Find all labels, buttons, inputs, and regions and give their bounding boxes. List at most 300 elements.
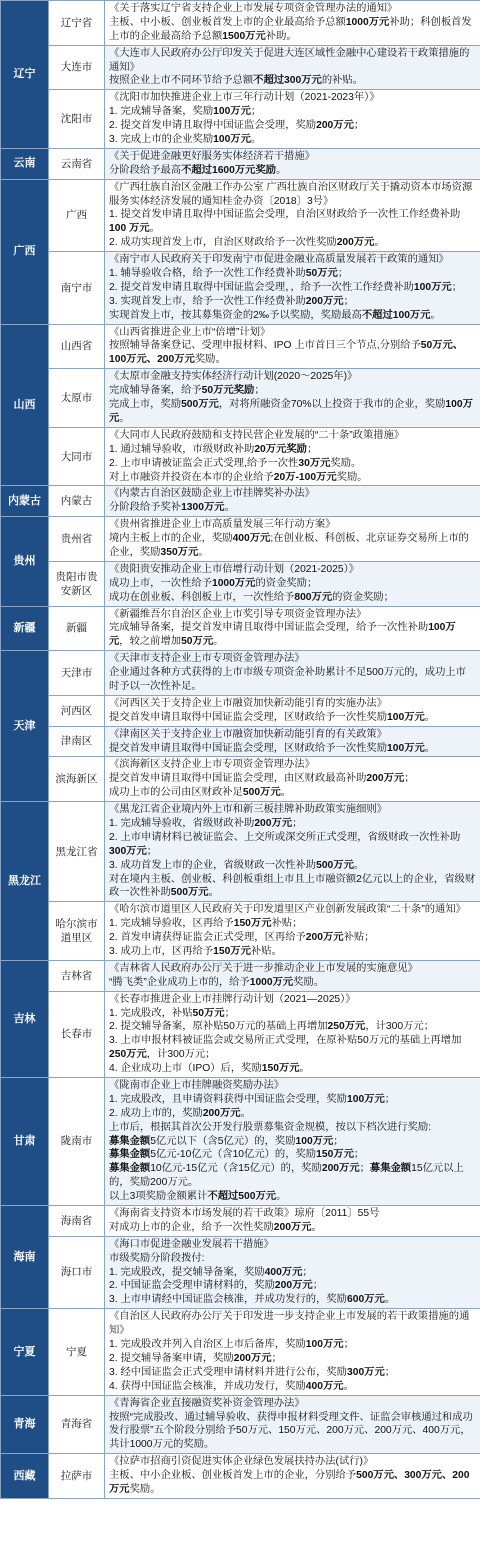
- table-row: [1, 1454, 480, 1499]
- policy-detail-cell: [105, 517, 480, 562]
- policy-text: 按照企业上市不同环节给予总额: [109, 75, 254, 87]
- table-row: [1, 1206, 480, 1237]
- policy-text: 1. 提交首发申请且取得中国证监会受理，自治区财政给予一次性工作经费补助: [109, 209, 461, 221]
- policy-clause: [109, 1366, 476, 1380]
- policy-title: [109, 181, 476, 209]
- policy-text: 《沈阳市加快推进企业上市三年行动计划（2021-2023年）》: [109, 92, 380, 104]
- policy-clause: [109, 267, 476, 281]
- policy-amount: 募集金额: [109, 1149, 151, 1161]
- table-row: [1, 695, 480, 726]
- policy-text: 《南宁市人民政府关于印发南宁市促进金融业高质量发展若干政策的通知》: [109, 254, 449, 266]
- policy-amount: 不超过500万元: [207, 1191, 277, 1203]
- policy-amount: 1000万元: [249, 976, 294, 988]
- policy-title: [109, 370, 476, 384]
- policy-text: ；: [353, 120, 365, 132]
- policy-text: 补助。: [265, 30, 297, 42]
- policy-title: [109, 487, 476, 501]
- policy-text: 奖励。: [330, 457, 362, 469]
- policy-clause: [109, 1020, 476, 1034]
- policy-text: 《河西区关于支持企业上市融资加快新动能引育的实施办法》: [109, 697, 388, 709]
- policy-text: ；: [292, 817, 303, 829]
- policy-amount: 20万元奖励: [254, 443, 307, 455]
- policy-text: 补助；科创板首发上市的企业最高给予总额: [109, 16, 472, 42]
- policy-text: 按照辅导备案登记、受理申报材料、IPO 上市首日三个节点,分别给予: [109, 340, 421, 352]
- policy-clause: [109, 1266, 476, 1280]
- province-cell: 海南: [1, 1206, 49, 1309]
- policy-text: ；: [384, 1093, 396, 1105]
- policy-detail-cell: [105, 148, 480, 179]
- policy-text: 奖励。: [336, 471, 368, 483]
- policy-amount: 200万元: [366, 773, 405, 785]
- policy-text: 境内主板上市的企业，奖励: [109, 533, 233, 545]
- policy-text: 4. 企业成功上市（IPO）后，奖励: [109, 1063, 262, 1075]
- policy-detail-cell: [105, 1309, 480, 1395]
- table-row: [1, 757, 480, 802]
- policy-amount: 800万元: [294, 591, 333, 603]
- city-cell: 河西区: [49, 695, 105, 726]
- city-cell: 沈阳市: [49, 90, 105, 149]
- policy-clause: [109, 443, 476, 457]
- policy-amount: 100万元: [387, 742, 425, 754]
- policy-text: 3. 完成上市的企业奖励: [109, 134, 214, 146]
- policy-clause: [109, 1121, 476, 1135]
- table-row: [1, 960, 480, 991]
- policy-amount: 500万元: [242, 787, 281, 799]
- policy-text: ；: [343, 1339, 354, 1351]
- policy-detail-cell: [105, 252, 480, 324]
- policy-text: 完成辅导备案，提交首发申请且取得中国证监会受理，给予一次性补助: [109, 622, 429, 634]
- policy-text: 《拉萨市招商引资促进实体企业绿色发展扶持办法(试行)》: [109, 1456, 374, 1468]
- policy-text: 10亿元-15亿元（含15亿元）的，奖励: [150, 1163, 322, 1175]
- policy-text: 成功在创业板、科创板上市，一次性给予: [109, 591, 295, 603]
- city-cell: 山西省: [49, 324, 105, 369]
- policy-text: ；: [343, 295, 354, 307]
- policy-text: 1. 辅导验收合格，给予一次性工作经费补助: [109, 268, 306, 280]
- policy-text: 上市后，根据其首次公开发行股票募集资金规模，按以下档次进行奖励:: [109, 1121, 432, 1133]
- policy-text: 2. 上市申请被证监会正式受理,给予一次性: [109, 457, 299, 469]
- policy-text: 对在境内主板、创业板、科创板重组上市且上市融资额2亿元以上的企业，省级财政一次性补助: [109, 873, 476, 899]
- policy-text: 《津南区关于支持企业上市融资加快新动能引育的有关政策》: [109, 728, 388, 740]
- table-row: [1, 802, 480, 902]
- policy-text: 的资金奖励；: [332, 591, 394, 603]
- policy-clause: [109, 1293, 476, 1307]
- policy-text: 2. 提交辅导备案，原补贴50万元的基础上再增加: [109, 1021, 328, 1033]
- policy-text: 《哈尔滨市道里区人民政府关于印发道里区产业创新发展政策“二十条”的通知》: [109, 904, 466, 916]
- table-row: [1, 517, 480, 562]
- province-cell: 黑龙江: [1, 802, 49, 961]
- policy-detail-cell: [105, 369, 480, 428]
- policy-clause: [109, 398, 476, 426]
- policy-text: 《关于落实辽宁省支持企业上市发展专项资金管理办法的通知》: [109, 3, 398, 14]
- table-row: [1, 606, 480, 651]
- policy-text: 成功上市的公司由区财政补足: [109, 787, 243, 799]
- policy-clause: [109, 772, 476, 786]
- province-cell: 辽宁: [1, 1, 49, 149]
- policy-text: 《海南省支持资本市场发展的若干政策》琼府〔2011〕55号: [109, 1208, 380, 1220]
- policy-text: 分阶段给予最高: [109, 164, 182, 176]
- policy-amount: 300万元: [109, 845, 147, 857]
- policy-clause: [109, 1352, 476, 1366]
- policy-title: [109, 1079, 476, 1093]
- policy-text: 1. 通过辅导验收，市级财政补助: [109, 443, 255, 455]
- policy-amount: 350万元: [160, 546, 199, 558]
- policy-amount: 150万元: [213, 946, 251, 957]
- table-row: [1, 179, 480, 251]
- policy-amount: 100万元: [346, 1093, 385, 1105]
- policy-amount: 50万元: [192, 1007, 225, 1019]
- city-cell: 内蒙古: [49, 486, 105, 517]
- policy-amount: 20万-100万元: [273, 471, 337, 483]
- table-row: [1, 726, 480, 757]
- province-cell: 宁夏: [1, 1309, 49, 1395]
- policy-text: 提交首发申请且取得中国证监会受理，区财政给予一次性奖励: [109, 711, 388, 723]
- province-cell: 吉林: [1, 960, 49, 1077]
- city-cell: 宁夏: [49, 1309, 105, 1395]
- policy-clause: [109, 471, 476, 485]
- policy-text: 《自治区人民政府办公厅关于印发进一步支持企业上市发展的若干政策措施的通知》: [109, 1311, 470, 1337]
- policy-text: 。: [353, 859, 365, 871]
- table-row: [1, 651, 480, 696]
- policy-detail-cell: [105, 1236, 480, 1308]
- policy-amount: 500万元、300万元、200万元: [109, 1470, 470, 1495]
- policy-title: [109, 608, 476, 622]
- policy-text: 《长春市推进企业上市挂牌行动计划（2021—2025）》: [109, 993, 356, 1005]
- province-cell: 贵州: [1, 517, 49, 606]
- policy-text: ；: [384, 1366, 396, 1378]
- policy-title: [109, 962, 476, 976]
- policy-text: 2. 成功上市的，奖励: [109, 1107, 203, 1119]
- policy-table-body: [1, 1, 480, 1499]
- province-cell: 山西: [1, 324, 49, 486]
- policy-detail-cell: [105, 1, 480, 46]
- province-cell: 甘肃: [1, 1078, 49, 1206]
- policy-text: 成功上市，一次性给予: [109, 577, 212, 589]
- policy-detail-cell: [105, 651, 480, 696]
- policy-amount: 50万元、100万元、200万元: [109, 340, 464, 366]
- table-row: [1, 148, 480, 179]
- table-row: [1, 1236, 480, 1308]
- policy-detail-cell: [105, 991, 480, 1077]
- policy-text: ；: [254, 385, 265, 397]
- policy-text: 3. 实现首发上市，给予一次性工作经费补助: [109, 295, 306, 307]
- policy-clause: [109, 577, 476, 591]
- policy-amount: 募集金额: [109, 1135, 151, 1147]
- policy-text: ，计300万元；: [146, 1049, 216, 1061]
- table-row: [1, 561, 480, 606]
- policy-detail-cell: [105, 45, 480, 90]
- policy-detail-cell: [105, 960, 480, 991]
- policy-text: 《天津市支持企业上市专项资金管理办法》: [109, 653, 305, 665]
- policy-text: 补贴。: [250, 946, 282, 957]
- policy-amount: 1500万元: [222, 30, 266, 42]
- policy-text: 分阶段给予奖补: [109, 502, 182, 514]
- policy-amount: 400万元: [232, 533, 271, 545]
- province-cell: 天津: [1, 651, 49, 802]
- policy-clause: [109, 931, 476, 945]
- policy-text: ；: [146, 845, 158, 857]
- policy-clause: [109, 1034, 476, 1062]
- policy-amount: 150万元: [233, 918, 272, 930]
- policy-text: 2. 首发申请获得证监会正式受理，区再给予: [109, 932, 306, 944]
- policy-title: [109, 1455, 476, 1469]
- province-cell: 内蒙古: [1, 486, 49, 517]
- policy-text: 2. 成功实现首发上市，自治区财政给予一次性奖励: [109, 237, 337, 249]
- policy-title: [109, 563, 476, 577]
- policy-amount: 200万元: [305, 295, 344, 307]
- policy-clause: [109, 339, 476, 367]
- policy-amount: 100万元: [413, 281, 452, 293]
- policy-text: 2. 提交辅导备案申请，奖励: [109, 1352, 234, 1364]
- policy-text: ；: [271, 1352, 282, 1364]
- policy-text: 1. 完成股改，补贴: [109, 1007, 193, 1019]
- province-cell: 云南: [1, 148, 49, 179]
- policy-clause: [109, 1221, 476, 1235]
- policy-text: 。: [119, 412, 130, 424]
- table-row: [1, 90, 480, 149]
- policy-detail-cell: [105, 802, 480, 902]
- policy-amount: 200万元: [202, 1107, 241, 1119]
- policy-detail-cell: [105, 427, 480, 486]
- policy-amount: 200万元: [273, 1221, 312, 1233]
- policy-clause: [109, 1380, 476, 1394]
- policy-amount: 30万元: [298, 457, 331, 469]
- table-row: [1, 45, 480, 90]
- policy-text: 按照“完成股改、通过辅导验收、获得申报材料受理文件、证监会审核通过和成功发行股票”五个阶段分别给予50万元、150万元、200万元、200万元、400万元，共计1000万元的奖励。: [109, 1411, 473, 1451]
- table-row: [1, 1395, 480, 1454]
- policy-text: 。: [311, 1221, 322, 1233]
- policy-title: [109, 429, 476, 443]
- policy-text: 《关于促进金融更好服务实体经济若干措施》: [109, 150, 315, 162]
- policy-title: [109, 903, 476, 917]
- policy-text: 《陇南市企业上市挂牌融资奖励办法》: [109, 1080, 285, 1092]
- province-cell: 西藏: [1, 1454, 49, 1499]
- policy-title: [109, 652, 476, 666]
- policy-text: 1. 完成股改，提交辅导备案，奖励: [109, 1266, 265, 1278]
- policy-text: 。: [276, 1191, 287, 1203]
- city-cell: 滨海新区: [49, 757, 105, 802]
- policy-text: 《大连市人民政府办公厅印发关于促进大连区域性金融中心建设若干政策措施的通知》: [109, 47, 470, 73]
- city-cell: 哈尔滨市道里区: [49, 902, 105, 961]
- policy-text: 5亿元以下（含5亿元）的，奖励: [150, 1135, 296, 1147]
- policy-clause: [109, 457, 476, 471]
- table-row: [1, 1309, 480, 1395]
- policy-clause: [109, 1252, 476, 1266]
- table-row: [1, 427, 480, 486]
- policy-text: ，较之前增加: [119, 636, 182, 648]
- policy-detail-cell: [105, 757, 480, 802]
- city-cell: 吉林省: [49, 960, 105, 991]
- policy-clause: [109, 164, 476, 178]
- policy-clause: [109, 742, 476, 756]
- policy-amount: 300万元: [346, 1366, 385, 1378]
- policy-text: ；: [353, 1149, 365, 1161]
- policy-text: 3. 成功上市，区再给予: [109, 946, 214, 957]
- policy-amount: 50万元奖励: [201, 385, 255, 397]
- policy-text: 补贴；: [343, 932, 375, 944]
- policy-text: 主板、中小企业板、创业板首发上市的企业，分别给予: [109, 1470, 357, 1482]
- policy-text: ；: [312, 1280, 323, 1292]
- policy-clause: [109, 281, 476, 295]
- policy-text: ，计300万元；: [365, 1021, 434, 1033]
- policy-amount: 250万元: [109, 1049, 147, 1061]
- policy-text: 。: [208, 887, 219, 899]
- policy-clause: [109, 621, 476, 649]
- policy-detail-cell: [105, 1454, 480, 1499]
- policy-text: 1. 完成股改，且申请资料获得中国证监会受理，奖励: [109, 1093, 347, 1105]
- policy-text: 2. 提交首发申请且取得中国证监会受理，奖励: [109, 120, 317, 132]
- table-row: [1, 1078, 480, 1206]
- policy-clause: [109, 831, 476, 859]
- policy-title: [109, 758, 476, 772]
- city-cell: 陇南市: [49, 1078, 105, 1206]
- policy-clause: [109, 1279, 476, 1293]
- policy-text: 的补贴。: [321, 75, 364, 87]
- city-cell: 广西: [49, 179, 105, 251]
- policy-text: 。: [343, 1380, 354, 1392]
- policy-clause: [109, 786, 476, 800]
- policy-text: ；: [224, 1007, 235, 1019]
- policy-clause: [109, 859, 476, 873]
- policy-amount: 1000万元: [211, 577, 256, 589]
- policy-amount: 不超过100万元: [361, 309, 431, 321]
- policy-amount: 400万元: [264, 1266, 303, 1278]
- city-cell: 新疆: [49, 606, 105, 651]
- policy-text: 奖励。: [129, 1483, 161, 1495]
- policy-text: 1. 完成股改并列入自治区上市后备库，奖励: [109, 1339, 306, 1351]
- policy-detail-cell: [105, 90, 480, 149]
- policy-clause: [109, 501, 476, 515]
- province-cell: 广西: [1, 179, 49, 324]
- policy-text: 对上市融资并投资在本市的企业给予: [109, 471, 274, 483]
- policy-text: 2. 上市申请材料已被证监会、上交所或深交所正式受理，省级财政一次性补助: [109, 831, 461, 843]
- policy-text: “腾飞类”企业成功上市的，给予: [109, 976, 250, 988]
- city-cell: 拉萨市: [49, 1454, 105, 1499]
- policy-clause: [109, 74, 476, 88]
- policy-text: 3. 经中国证监会正式受理申请材料并进行公布，奖励: [109, 1366, 347, 1378]
- policy-text: 《内蒙古自治区鼓励企业上市挂牌奖补办法》: [109, 488, 315, 500]
- table-row: [1, 324, 480, 369]
- policy-clause: [109, 1411, 476, 1453]
- policy-clause: [109, 817, 476, 831]
- policy-detail-cell: [105, 486, 480, 517]
- policy-detail-cell: [105, 606, 480, 651]
- policy-text: 的资金奖励；: [255, 577, 318, 589]
- policy-amount: 不超过1600万元奖励: [181, 164, 277, 176]
- policy-text: 5亿元-10亿元（含10亿元）的，奖励: [150, 1149, 317, 1161]
- policy-text: 1. 完成辅导验收，省级财政补助: [109, 817, 255, 829]
- policy-text: 。: [250, 134, 262, 146]
- policy-text: ；: [306, 443, 318, 455]
- policy-text: 《贵州省推进企业上市高质量发展三年行动方案》: [109, 519, 336, 531]
- policy-amount: 200万元: [274, 1280, 313, 1292]
- policy-amount: 250万元: [327, 1021, 366, 1033]
- policy-clause: [109, 532, 476, 560]
- city-cell: 海南省: [49, 1206, 105, 1237]
- policy-amount: 50万元: [305, 268, 338, 280]
- policy-text: 1. 完成辅导备案，奖励: [109, 106, 214, 118]
- policy-text: 1. 完成辅导验收，区再给予: [109, 918, 234, 930]
- policy-amount: 募集金额: [109, 1163, 151, 1175]
- policy-amount: 不超过300万元: [253, 75, 322, 87]
- policy-text: 15亿元以上的，奖励200万元。: [109, 1163, 464, 1189]
- policy-text: 《海口市促进金融业发展若干措施》: [109, 1238, 274, 1250]
- policy-text: 提交首发申请且取得中国证监会受理，由区财政最高补助: [109, 773, 367, 785]
- table-row: [1, 252, 480, 324]
- policy-text: 《新疆维吾尔自治区企业上市奖引导专项资金管理办法》: [109, 608, 367, 620]
- policy-text: ；: [404, 773, 415, 785]
- policy-text: ；: [333, 1135, 344, 1147]
- policy-amount: 200万元: [233, 1352, 272, 1364]
- policy-amount: 100万元: [387, 711, 425, 723]
- policy-text: 。: [224, 502, 235, 514]
- policy-text: 3. 上市申请经中国证监会核准，并成功发行的，奖励: [109, 1294, 347, 1306]
- policy-clause: [109, 711, 476, 725]
- policy-clause: [109, 16, 476, 44]
- policy-title: [109, 518, 476, 532]
- policy-detail-cell: [105, 1395, 480, 1454]
- policy-amount: 募集金额: [369, 1163, 412, 1175]
- policy-text: 。: [276, 164, 287, 176]
- policy-clause: [109, 1338, 476, 1352]
- policy-amount: 600万元: [346, 1294, 385, 1306]
- policy-amount: 500万元: [170, 887, 209, 899]
- policy-clause: [109, 873, 476, 901]
- policy-title: [109, 47, 476, 75]
- policy-text: 3. 上市申报材料被证监会或交易所正式受理，在原补贴50万元的基础上再增加: [109, 1035, 462, 1047]
- policy-text: 。: [198, 546, 209, 558]
- policy-text: ，对将所融资金70%以上投资于我市的企业，奖励: [218, 399, 446, 411]
- policy-text: 企业通过各种方式获得的上市市级专项资金补助累计不足500万元的，成功上市时予以一次性补足。: [109, 667, 466, 692]
- table-row: [1, 369, 480, 428]
- policy-text: 。: [424, 711, 436, 723]
- policy-amount: 100万元: [109, 622, 456, 648]
- policy-text: 以上3项奖励金额累计: [109, 1191, 208, 1203]
- policy-detail-cell: [105, 1206, 480, 1237]
- policy-clause: [109, 1093, 476, 1107]
- policy-text: 《吉林省人民政府办公厅关于进一步推动企业上市发展的实施意见》: [109, 962, 418, 974]
- policy-clause: [109, 1469, 476, 1497]
- province-cell: 新疆: [1, 606, 49, 651]
- policy-text: 主板、中小板、创业板首发上市的企业最高给予总额: [109, 16, 346, 28]
- policy-amount: 100万元: [305, 1339, 344, 1351]
- policy-amount: 500万元: [316, 859, 354, 871]
- table-row: [1, 1, 480, 46]
- policy-clause: [109, 309, 476, 323]
- policy-title: [109, 1397, 476, 1411]
- policy-clause: [109, 119, 476, 133]
- policy-text: 。: [280, 787, 291, 799]
- policy-title: [109, 697, 476, 711]
- policy-text: 3. 成功首发上市的企业，省级财政一次性补助: [109, 859, 317, 871]
- policy-amount: 400万元: [305, 1380, 344, 1392]
- policy-amount: 100万元: [213, 134, 251, 146]
- policy-text: 奖励。: [194, 354, 226, 366]
- policy-text: 实现首发上市，按其募集资金的2‰予以奖励，奖励最高: [109, 309, 362, 321]
- policy-clause: [109, 976, 476, 990]
- policy-amount: 50万元: [181, 636, 214, 648]
- city-cell: 天津市: [49, 651, 105, 696]
- policy-text: 2. 中国证监会受理申请材料的，奖励: [109, 1280, 275, 1292]
- city-cell: 黑龙江省: [49, 802, 105, 902]
- table-row: [1, 991, 480, 1077]
- policy-text: 《贵阳贵安推动企业上市倍增行动计划（2021-2025）》: [109, 563, 360, 575]
- policy-text: 2. 提交首发申请且取得中国证监会受理，，给予一次性工作经费补助: [109, 281, 414, 293]
- city-cell: 南宁市: [49, 252, 105, 324]
- policy-text: 《太原市金融支持实体经济行动计划(2020～2025年)》: [109, 371, 358, 383]
- policy-text: ；: [451, 281, 462, 293]
- policy-text: 《大同市人民政府鼓励和支持民营企业发展的“二十条”政策措施》: [109, 429, 405, 441]
- policy-amount: 150万元: [261, 1063, 300, 1075]
